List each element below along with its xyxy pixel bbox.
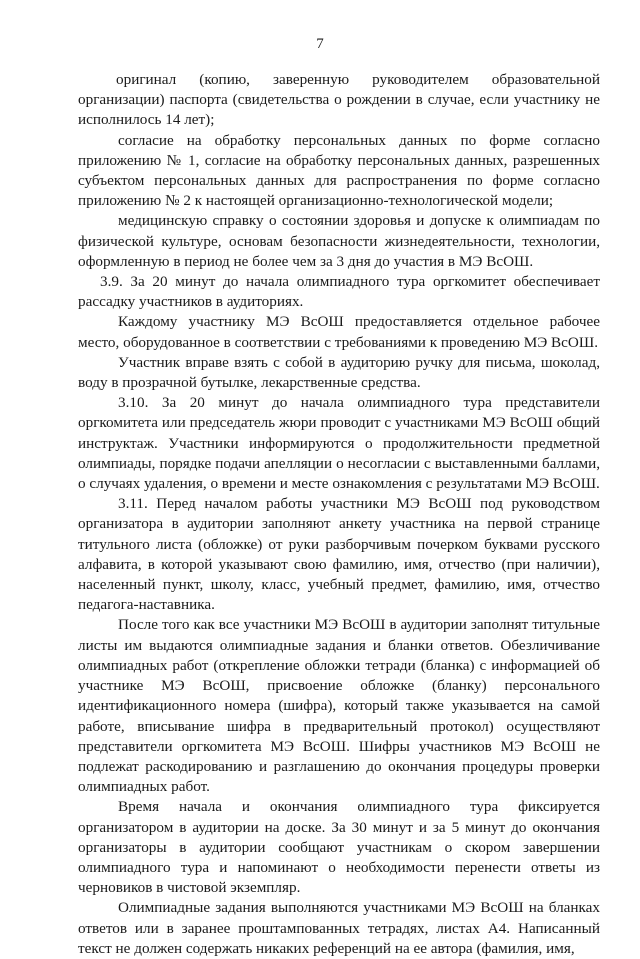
paragraph-anonymization: После того как все участники МЭ ВсОШ в аудитории заполнят титульные листы им выдаются олимпиадные задания и бланки ответов. Обезличивание олимпиадных работ (открепление обложки тетради (бланка) с информацией об участнике МЭ ВсОШ, присвоение обложке (бланку) персонального идентификационного номера (шифра), который также указывается на самой работе, вписывание шифра в предварительный протокол) осуществляют представители оргкомитета МЭ ВсОШ. Шифры участников МЭ ВсОШ не подлежат раскодированию и разглашению до окончания процедуры проверки олимпиадных работ.: [78, 616, 600, 796]
paragraph-allowed-items: Участник вправе взять с собой в аудиторию ручку для письма, шоколад, воду в прозрачной бутылке, лекарственные средства.: [78, 353, 600, 392]
paragraph-workplace: Каждому участнику МЭ ВсОШ предоставляется отдельное рабочее место, оборудованное в соответствии с требованиями к проведению МЭ ВсОШ.: [78, 313, 600, 351]
paragraph-3-10: 3.10. За 20 минут до начала олимпиадного тура представители оргкомитета или председатель жюри проводит с участниками МЭ ВсОШ общий инструктаж. Участники информируются о продолжительности предметной олимпиады, порядке подачи апелляции о несогласии с выставленными баллами, о случаях удаления, о времени и месте ознакомления с результатами МЭ ВсОШ.: [78, 394, 600, 493]
paragraph-medical: медицинскую справку о состоянии здоровья и допуске к олимпиадам по физической культуре, основам безопасности жизнедеятельности, технологии, оформленную в период не более чем за 3 дня до участия в МЭ ВсОШ.: [78, 212, 600, 270]
paragraph-consent: согласие на обработку персональных данных по форме согласно приложению № 1, согласие на обработку персональных данных, разрешенных субъектом персональных данных для распространения по форме согласно приложению № 2 к настоящей организационно-технологической модели;: [78, 131, 600, 210]
page-number: 7: [316, 36, 324, 52]
paragraph-passport: оригинал (копию, заверенную руководителем образовательной организации) паспорта (свидетельства о рождении в случае, если участнику не исполнилось 14 лет);: [78, 71, 600, 129]
paragraph-time: Время начала и окончания олимпиадного тура фиксируется организатором в аудитории на доске. За 30 минут и за 5 минут до окончания организаторы в аудитории сообщают участникам о скором завершении олимпиадного тура и напоминают о необходимости перенести ответы из черновиков в чистовой экземпляр.: [78, 798, 600, 897]
page-body: [78, 70, 600, 959]
paragraph-answers: Олимпиадные задания выполняются участниками МЭ ВсОШ на бланках ответов или в заранее проштампованных тетрадях, листах А4. Написанный текст не должен содержать никаких референций на ее автора (фамилия, имя,: [78, 899, 600, 957]
paragraph-3-9: 3.9. За 20 минут до начала олимпиадного тура оргкомитет обеспечивает рассадку участников в аудиториях.: [78, 273, 600, 311]
paragraph-3-11: 3.11. Перед началом работы участники МЭ ВсОШ под руководством организатора в аудитории заполняют анкету участника на первой странице титульного листа (обложке) от руки разборчивым почерком буквами русского алфавита, в которой указывают свою фамилию, имя, отчество (при наличии), населенный пункт, школу, класс, учебный предмет, фамилию, имя, отчество педагога-наставника.: [78, 495, 600, 614]
